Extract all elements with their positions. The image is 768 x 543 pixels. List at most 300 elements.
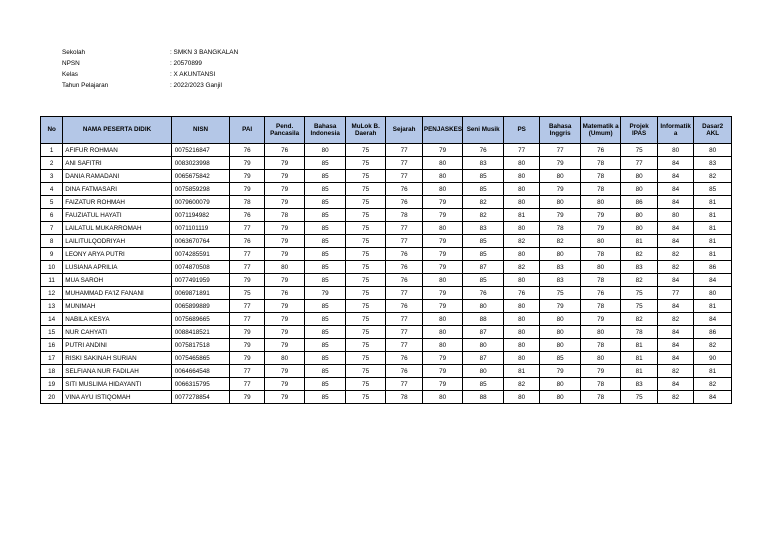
score-cell: 85 <box>305 378 346 391</box>
table-header <box>41 117 732 144</box>
score-cell: 80 <box>540 248 581 261</box>
score-cell: 82 <box>503 378 539 391</box>
student-nisn: 0088418521 <box>171 326 230 339</box>
score-cell: 77 <box>386 313 422 326</box>
table-row <box>41 274 732 287</box>
score-cell: 79 <box>264 313 305 326</box>
score-cell: 87 <box>463 352 504 365</box>
row-number: 20 <box>41 391 63 404</box>
score-cell: 85 <box>305 235 346 248</box>
score-cell: 75 <box>345 235 386 248</box>
score-cell: 76 <box>386 196 422 209</box>
score-cell: 79 <box>264 170 305 183</box>
row-number: 3 <box>41 170 63 183</box>
score-cell: 81 <box>621 339 657 352</box>
score-cell: 80 <box>540 378 581 391</box>
score-cell: 77 <box>230 300 264 313</box>
score-cell: 79 <box>540 209 581 222</box>
score-cell: 85 <box>305 274 346 287</box>
score-cell: 80 <box>463 300 504 313</box>
score-cell: 80 <box>503 352 539 365</box>
row-number: 15 <box>41 326 63 339</box>
score-cell: 79 <box>230 391 264 404</box>
score-cell: 79 <box>264 183 305 196</box>
info-label: Kelas <box>62 71 78 78</box>
score-cell: 80 <box>621 222 657 235</box>
student-name: ANI SAFITRI <box>63 157 171 170</box>
score-cell: 79 <box>422 261 463 274</box>
score-cell: 85 <box>305 391 346 404</box>
score-cell: 85 <box>463 274 504 287</box>
score-cell: 79 <box>422 352 463 365</box>
score-cell: 82 <box>621 274 657 287</box>
score-cell: 78 <box>580 391 621 404</box>
score-cell: 82 <box>694 378 732 391</box>
score-cell: 75 <box>345 209 386 222</box>
score-cell: 79 <box>422 196 463 209</box>
column-header: Projek IPAS <box>621 117 657 144</box>
score-cell: 75 <box>345 170 386 183</box>
score-cell: 81 <box>694 365 732 378</box>
score-cell: 79 <box>422 209 463 222</box>
score-cell: 79 <box>230 183 264 196</box>
score-cell: 75 <box>345 183 386 196</box>
table-row <box>41 378 732 391</box>
score-cell: 80 <box>422 222 463 235</box>
score-cell: 80 <box>694 144 732 157</box>
score-cell: 80 <box>422 313 463 326</box>
score-cell: 80 <box>503 170 539 183</box>
student-nisn: 0065899889 <box>171 300 230 313</box>
column-header: Bahasa Inggris <box>540 117 581 144</box>
score-cell: 87 <box>463 326 504 339</box>
score-cell: 75 <box>345 378 386 391</box>
student-name: LAILITULQODRIYAH <box>63 235 171 248</box>
score-cell: 75 <box>345 157 386 170</box>
score-cell: 80 <box>503 248 539 261</box>
student-name: MUA SAROH <box>63 274 171 287</box>
row-number: 18 <box>41 365 63 378</box>
score-cell: 76 <box>386 300 422 313</box>
info-label: NPSN <box>62 60 80 67</box>
score-cell: 84 <box>694 391 732 404</box>
score-cell: 75 <box>621 287 657 300</box>
student-nisn: 0079600079 <box>171 196 230 209</box>
table-row <box>41 261 732 274</box>
student-name: VINA AYU ISTIQOMAH <box>63 391 171 404</box>
score-cell: 85 <box>540 352 581 365</box>
score-cell: 80 <box>422 170 463 183</box>
score-cell: 79 <box>422 300 463 313</box>
score-cell: 86 <box>694 326 732 339</box>
score-cell: 79 <box>230 170 264 183</box>
score-cell: 85 <box>305 170 346 183</box>
score-cell: 81 <box>694 235 732 248</box>
score-cell: 80 <box>503 391 539 404</box>
info-label: Sekolah <box>62 49 86 56</box>
score-cell: 80 <box>580 326 621 339</box>
score-cell: 80 <box>264 261 305 274</box>
score-cell: 75 <box>345 352 386 365</box>
info-row <box>62 47 238 58</box>
student-nisn: 0083023998 <box>171 157 230 170</box>
score-cell: 84 <box>657 274 693 287</box>
table-row <box>41 352 732 365</box>
score-cell: 80 <box>264 352 305 365</box>
table-row <box>41 300 732 313</box>
score-cell: 75 <box>230 287 264 300</box>
score-cell: 84 <box>657 170 693 183</box>
score-cell: 79 <box>422 378 463 391</box>
table-row <box>41 157 732 170</box>
score-cell: 77 <box>230 365 264 378</box>
score-cell: 84 <box>657 235 693 248</box>
info-label: Tahun Pelajaran <box>62 82 109 89</box>
score-cell: 76 <box>264 144 305 157</box>
score-cell: 85 <box>305 248 346 261</box>
score-cell: 80 <box>503 157 539 170</box>
score-cell: 77 <box>657 287 693 300</box>
score-cell: 82 <box>621 313 657 326</box>
score-cell: 85 <box>463 378 504 391</box>
score-cell: 83 <box>621 378 657 391</box>
student-name: FAUZIATUL HAYATI <box>63 209 171 222</box>
score-cell: 85 <box>463 183 504 196</box>
grades-table <box>40 116 732 404</box>
score-cell: 79 <box>230 326 264 339</box>
score-cell: 80 <box>422 274 463 287</box>
table-row <box>41 222 732 235</box>
score-cell: 79 <box>580 222 621 235</box>
student-nisn: 0066315795 <box>171 378 230 391</box>
score-cell: 79 <box>264 326 305 339</box>
score-cell: 85 <box>305 326 346 339</box>
score-cell: 78 <box>580 339 621 352</box>
score-cell: 79 <box>580 209 621 222</box>
score-cell: 75 <box>345 144 386 157</box>
score-cell: 78 <box>386 391 422 404</box>
score-cell: 77 <box>386 170 422 183</box>
score-cell: 80 <box>503 326 539 339</box>
score-cell: 79 <box>264 274 305 287</box>
score-cell: 80 <box>463 365 504 378</box>
score-cell: 80 <box>580 352 621 365</box>
score-cell: 80 <box>422 391 463 404</box>
score-cell: 80 <box>422 326 463 339</box>
table-row <box>41 170 732 183</box>
score-cell: 84 <box>694 274 732 287</box>
score-cell: 78 <box>580 170 621 183</box>
student-nisn: 0063670764 <box>171 235 230 248</box>
column-header: Bahasa Indonesia <box>305 117 346 144</box>
score-cell: 75 <box>621 391 657 404</box>
student-nisn: 0075817518 <box>171 339 230 352</box>
score-cell: 75 <box>621 144 657 157</box>
student-name: PUTRI ANDINI <box>63 339 171 352</box>
score-cell: 79 <box>540 300 581 313</box>
score-cell: 81 <box>694 300 732 313</box>
score-cell: 80 <box>540 170 581 183</box>
score-cell: 79 <box>230 339 264 352</box>
score-cell: 78 <box>580 183 621 196</box>
student-name: FAIZATUR ROHMAH <box>63 196 171 209</box>
info-row <box>62 80 238 91</box>
score-cell: 80 <box>694 287 732 300</box>
score-cell: 80 <box>503 274 539 287</box>
score-cell: 76 <box>230 209 264 222</box>
column-header: Seni Musik <box>463 117 504 144</box>
score-cell: 75 <box>345 365 386 378</box>
score-cell: 83 <box>694 157 732 170</box>
score-cell: 82 <box>657 261 693 274</box>
score-cell: 77 <box>386 326 422 339</box>
score-cell: 77 <box>386 235 422 248</box>
table-row <box>41 196 732 209</box>
score-cell: 82 <box>540 235 581 248</box>
score-cell: 75 <box>345 196 386 209</box>
student-name: LUSIANA APRILIA <box>63 261 171 274</box>
score-cell: 79 <box>422 365 463 378</box>
score-cell: 77 <box>386 144 422 157</box>
table-row <box>41 183 732 196</box>
score-cell: 81 <box>621 352 657 365</box>
score-cell: 79 <box>422 144 463 157</box>
score-cell: 75 <box>345 391 386 404</box>
student-name: NABILA KESYA <box>63 313 171 326</box>
score-cell: 75 <box>345 287 386 300</box>
score-cell: 80 <box>503 300 539 313</box>
score-cell: 79 <box>305 287 346 300</box>
score-cell: 80 <box>422 157 463 170</box>
info-value: : 2022/2023 Ganjil <box>170 82 222 89</box>
score-cell: 84 <box>657 183 693 196</box>
table-row <box>41 313 732 326</box>
score-cell: 79 <box>422 248 463 261</box>
row-number: 12 <box>41 287 63 300</box>
score-cell: 79 <box>580 313 621 326</box>
score-cell: 77 <box>540 144 581 157</box>
score-cell: 85 <box>305 183 346 196</box>
table-row <box>41 365 732 378</box>
table-row <box>41 391 732 404</box>
score-cell: 75 <box>345 222 386 235</box>
column-header: PAI <box>230 117 264 144</box>
score-cell: 78 <box>386 209 422 222</box>
score-cell: 76 <box>230 144 264 157</box>
score-cell: 76 <box>386 261 422 274</box>
score-cell: 75 <box>345 339 386 352</box>
score-cell: 85 <box>305 313 346 326</box>
student-name: SITI MUSLIMA HIDAYANTI <box>63 378 171 391</box>
student-nisn: 0075465865 <box>171 352 230 365</box>
column-header: MuLok B. Daerah <box>345 117 386 144</box>
score-cell: 80 <box>503 183 539 196</box>
student-name: MUNIMAH <box>63 300 171 313</box>
school-info <box>62 47 238 91</box>
row-number: 19 <box>41 378 63 391</box>
score-cell: 80 <box>463 339 504 352</box>
score-cell: 82 <box>657 391 693 404</box>
row-number: 4 <box>41 183 63 196</box>
score-cell: 79 <box>230 352 264 365</box>
score-cell: 85 <box>463 170 504 183</box>
score-cell: 84 <box>657 352 693 365</box>
score-cell: 76 <box>386 183 422 196</box>
table-row <box>41 339 732 352</box>
row-number: 10 <box>41 261 63 274</box>
score-cell: 76 <box>580 144 621 157</box>
score-cell: 78 <box>580 157 621 170</box>
score-cell: 79 <box>540 183 581 196</box>
column-header: NAMA PESERTA DIDIK <box>63 117 171 144</box>
score-cell: 78 <box>540 222 581 235</box>
score-cell: 85 <box>305 209 346 222</box>
score-cell: 80 <box>580 261 621 274</box>
score-cell: 80 <box>503 196 539 209</box>
score-cell: 77 <box>230 222 264 235</box>
score-cell: 80 <box>503 339 539 352</box>
row-number: 11 <box>41 274 63 287</box>
score-cell: 80 <box>540 326 581 339</box>
score-cell: 85 <box>305 261 346 274</box>
score-cell: 88 <box>463 313 504 326</box>
student-name: AFIFUR ROHMAN <box>63 144 171 157</box>
row-number: 1 <box>41 144 63 157</box>
score-cell: 80 <box>621 183 657 196</box>
score-cell: 84 <box>657 300 693 313</box>
score-cell: 84 <box>657 326 693 339</box>
score-cell: 84 <box>657 157 693 170</box>
score-cell: 79 <box>264 300 305 313</box>
score-cell: 76 <box>386 248 422 261</box>
score-cell: 80 <box>503 313 539 326</box>
info-value: : X AKUNTANSI <box>170 71 216 78</box>
score-cell: 85 <box>305 352 346 365</box>
score-cell: 78 <box>264 209 305 222</box>
score-cell: 80 <box>580 235 621 248</box>
row-number: 16 <box>41 339 63 352</box>
score-cell: 77 <box>386 157 422 170</box>
score-cell: 75 <box>345 274 386 287</box>
score-cell: 79 <box>540 157 581 170</box>
score-cell: 80 <box>503 222 539 235</box>
score-cell: 77 <box>386 378 422 391</box>
row-number: 7 <box>41 222 63 235</box>
row-number: 9 <box>41 248 63 261</box>
row-number: 6 <box>41 209 63 222</box>
score-cell: 80 <box>305 144 346 157</box>
student-nisn: 0077491959 <box>171 274 230 287</box>
student-nisn: 0064664548 <box>171 365 230 378</box>
info-value: : SMKN 3 BANGKALAN <box>170 49 239 56</box>
score-cell: 80 <box>657 209 693 222</box>
table-body <box>41 144 732 404</box>
column-header: No <box>41 117 63 144</box>
student-name: MUHAMMAD FA'IZ FANANI <box>63 287 171 300</box>
row-number: 2 <box>41 157 63 170</box>
score-cell: 83 <box>463 222 504 235</box>
student-name: LAILATUL MUKARROMAH <box>63 222 171 235</box>
score-cell: 82 <box>503 235 539 248</box>
score-cell: 75 <box>540 287 581 300</box>
score-cell: 75 <box>345 326 386 339</box>
score-cell: 78 <box>580 248 621 261</box>
row-number: 13 <box>41 300 63 313</box>
score-cell: 76 <box>386 365 422 378</box>
score-cell: 76 <box>386 274 422 287</box>
score-cell: 77 <box>386 222 422 235</box>
score-cell: 82 <box>463 196 504 209</box>
score-cell: 84 <box>657 222 693 235</box>
score-cell: 84 <box>657 339 693 352</box>
score-cell: 78 <box>580 378 621 391</box>
student-nisn: 0071194982 <box>171 209 230 222</box>
score-cell: 81 <box>503 365 539 378</box>
score-cell: 79 <box>264 365 305 378</box>
score-cell: 79 <box>264 196 305 209</box>
score-cell: 79 <box>422 287 463 300</box>
score-cell: 79 <box>230 157 264 170</box>
score-cell: 82 <box>694 339 732 352</box>
score-cell: 75 <box>621 300 657 313</box>
score-cell: 82 <box>503 261 539 274</box>
score-cell: 82 <box>621 248 657 261</box>
score-cell: 83 <box>621 261 657 274</box>
score-cell: 83 <box>540 274 581 287</box>
score-cell: 85 <box>305 300 346 313</box>
column-header: PENJASKES <box>422 117 463 144</box>
score-cell: 82 <box>694 170 732 183</box>
score-cell: 88 <box>463 391 504 404</box>
score-cell: 76 <box>503 287 539 300</box>
table-row <box>41 326 732 339</box>
score-cell: 85 <box>694 183 732 196</box>
score-cell: 81 <box>621 235 657 248</box>
column-header: Dasar2 AKL <box>694 117 732 144</box>
column-header: NISN <box>171 117 230 144</box>
student-nisn: 0074285591 <box>171 248 230 261</box>
score-cell: 81 <box>503 209 539 222</box>
table-row <box>41 287 732 300</box>
score-cell: 77 <box>386 339 422 352</box>
score-cell: 79 <box>264 248 305 261</box>
student-name: SELFIANA NUR FADILAH <box>63 365 171 378</box>
score-cell: 86 <box>621 196 657 209</box>
score-cell: 80 <box>580 196 621 209</box>
score-cell: 81 <box>694 209 732 222</box>
score-cell: 77 <box>230 313 264 326</box>
student-nisn: 0075216847 <box>171 144 230 157</box>
score-cell: 85 <box>305 365 346 378</box>
score-cell: 76 <box>264 287 305 300</box>
column-header: Informatik a <box>657 117 693 144</box>
score-cell: 87 <box>463 261 504 274</box>
score-cell: 80 <box>422 183 463 196</box>
score-cell: 77 <box>230 261 264 274</box>
table-row <box>41 235 732 248</box>
score-cell: 85 <box>463 235 504 248</box>
score-cell: 79 <box>422 235 463 248</box>
score-cell: 80 <box>657 144 693 157</box>
score-cell: 80 <box>540 339 581 352</box>
score-cell: 75 <box>345 261 386 274</box>
row-number: 5 <box>41 196 63 209</box>
table-row <box>41 248 732 261</box>
score-cell: 85 <box>305 196 346 209</box>
score-cell: 82 <box>657 365 693 378</box>
score-cell: 83 <box>463 157 504 170</box>
column-header: Matematik a (Umum) <box>580 117 621 144</box>
